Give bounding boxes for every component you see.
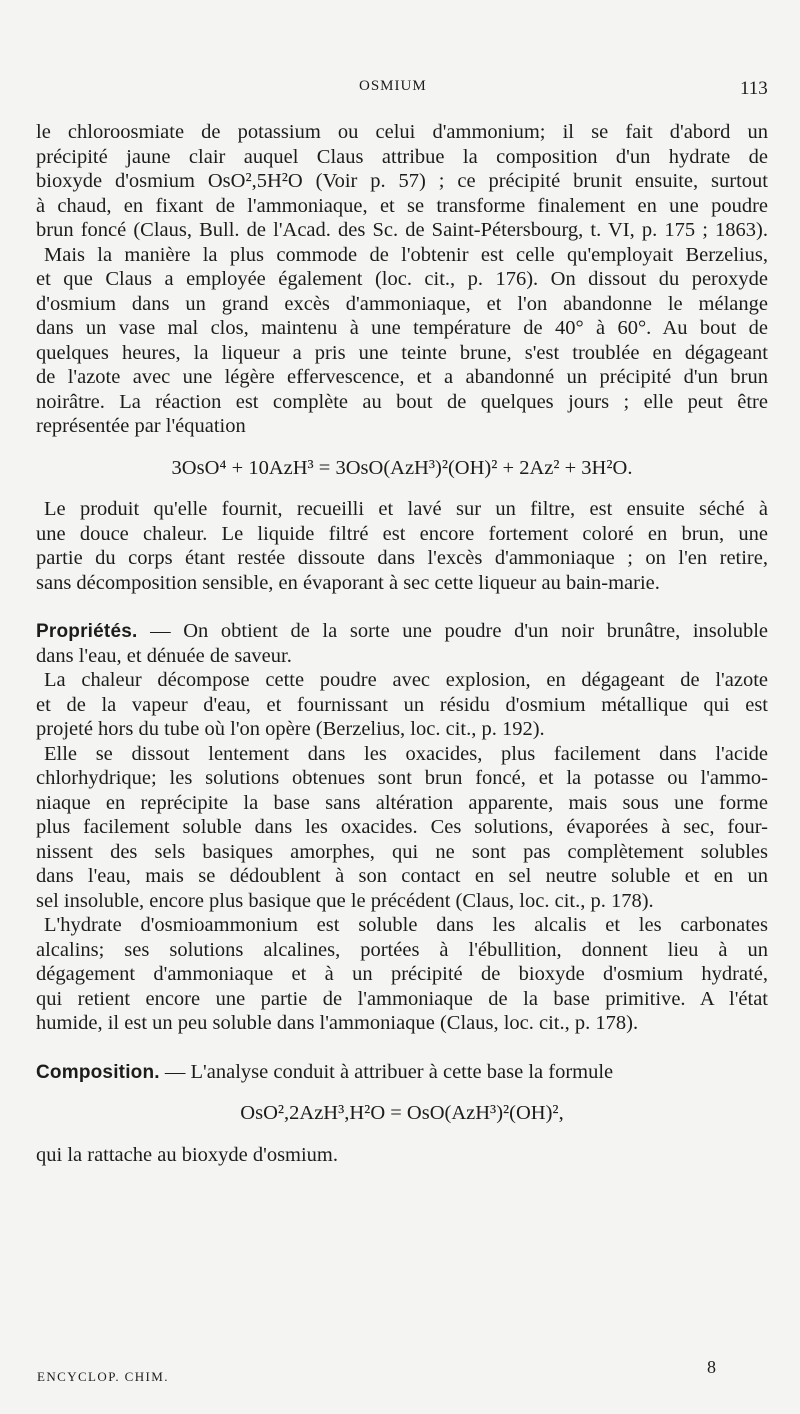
text-line: La chaleur décompose cette poudre avec explosion, en dégageant de l'azote xyxy=(44,669,768,691)
text-line: dégagement d'ammoniaque et à un précipité de bioxyde d'osmium hydraté, xyxy=(36,963,768,985)
text-line: plus facilement soluble dans les oxacides. Ces solutions, évaporées à sec, four- xyxy=(36,816,768,838)
paragraph xyxy=(36,913,768,1036)
page-number: 113 xyxy=(740,78,768,99)
text-line: de l'azote avec une légère effervescence, et a abandonné un précipité d'un brun xyxy=(36,366,768,388)
text-line: représentée par l'équation xyxy=(36,415,246,437)
text-line: qui la rattache au bioxyde d'osmium. xyxy=(36,1143,339,1166)
text-line: Le produit qu'elle fournit, recueilli et lavé sur un filtre, est ensuite séché à xyxy=(44,498,768,520)
section-heading: Composition. xyxy=(36,1061,160,1083)
paragraph xyxy=(36,742,768,914)
footer-title: ENCYCLOP. CHIM. xyxy=(37,1369,169,1384)
text-line: une douce chaleur. Le liquide filtré est encore fortement coloré en brun, une xyxy=(36,522,768,545)
text-line: noirâtre. La réaction est complète au bout de quelques jours ; elle peut être xyxy=(36,390,768,413)
text-line: et que Claus a employée également (loc. cit., p. 176). On dissout du peroxyde xyxy=(36,268,768,290)
body-text xyxy=(36,120,768,1167)
text-line: Mais la manière la plus commode de l'obtenir est celle qu'employait Berzelius, xyxy=(44,243,768,266)
text-line: qui retient encore une partie de l'ammoniaque de la base primitive. A l'état xyxy=(36,987,768,1010)
text-line: projeté hors du tube où l'on opère (Berzelius, loc. cit., p. 192). xyxy=(36,718,545,740)
text-line: et de la vapeur d'eau, et fournissant un résidu d'osmium métallique qui est xyxy=(36,693,768,716)
text-line: brun foncé (Claus, Bull. de l'Acad. des Sc. de Saint-Pétersbourg, t. VI, p. 175 ; 1863). xyxy=(36,219,768,241)
text-line: précipité jaune clair auquel Claus attribue la composition d'un hydrate de xyxy=(36,145,768,168)
text-line: quelques heures, la liqueur a pris une teinte brune, s'est troublée en dégageant xyxy=(36,341,768,364)
text-run: — On obtient de la sorte une poudre d'un noir brunâtre, insoluble xyxy=(137,620,768,642)
text-line: à chaud, en fixant de l'ammoniaque, et se transforme finalement en une poudre xyxy=(36,194,768,217)
text-line xyxy=(36,619,768,644)
paragraph xyxy=(36,243,768,439)
text-line: dans l'eau, et dénuée de saveur. xyxy=(36,644,292,667)
text-line: alcalins; ses solutions alcalines, portées à l'ébullition, donnent lieu à un xyxy=(36,938,768,961)
text-line: dans un vase mal clos, maintenu à une température de 40° à 60°. Au bout de xyxy=(36,317,768,339)
text-line: Elle se dissout lentement dans les oxacides, plus facilement dans l'acide xyxy=(44,742,768,765)
text-line: bioxyde d'osmium OsO²,5H²O (Voir p. 57) ; ce précipité brunit ensuite, surtout xyxy=(36,170,768,192)
paragraph xyxy=(36,497,768,595)
paragraph xyxy=(36,668,768,742)
text-line: humide, il est un peu soluble dans l'ammoniaque (Claus, loc. cit., p. 178). xyxy=(36,1012,639,1034)
text-line: sans décomposition sensible, en évaporant à sec cette liqueur au bain-marie. xyxy=(36,571,660,594)
text-line: sel insoluble, encore plus basique que le précédent (Claus, loc. cit., p. 178). xyxy=(36,889,654,912)
text-run: — L'analyse conduit à attribuer à cette base la formule xyxy=(159,1060,614,1083)
text-line: L'hydrate d'osmioammonium est soluble dans les alcalis et les carbonates xyxy=(44,914,768,936)
text-line: le chloroosmiate de potassium ou celui d'ammonium; il se fait d'abord un xyxy=(36,121,768,143)
equation: 3OsO⁴ + 10AzH³ = 3OsO(AzH³)²(OH)² + 2Az² + 3H²O. xyxy=(171,456,633,479)
paragraph xyxy=(36,1060,768,1085)
paragraph xyxy=(36,120,768,243)
text-line: nissent des sels basiques amorphes, qui ne sont pas complètement solubles xyxy=(36,840,768,863)
footer-signature: 8 xyxy=(707,1357,716,1377)
text-line: niaque en reprécipite la base sans altération apparente, mais sous une forme xyxy=(36,791,768,814)
equation: OsO²,2AzH³,H²O = OsO(AzH³)²(OH)², xyxy=(240,1102,564,1124)
section-heading: Propriétés. xyxy=(36,621,138,642)
running-head xyxy=(0,78,800,102)
text-line: dans l'eau, mais se dédoublent à son contact en sel neutre soluble et en un xyxy=(36,865,768,887)
running-title: OSMIUM xyxy=(359,78,427,94)
paragraph xyxy=(36,619,768,668)
text-line: chlorhydrique; les solutions obtenues sont brun foncé, et la potasse ou l'ammo- xyxy=(36,767,768,789)
text-line: partie du corps étant restée dissoute dans l'excès d'ammoniaque ; on l'en retire, xyxy=(36,547,768,569)
text-line xyxy=(36,1060,768,1085)
text-line: d'osmium dans un grand excès d'ammoniaque, et l'on abandonne le mélange xyxy=(36,292,768,315)
